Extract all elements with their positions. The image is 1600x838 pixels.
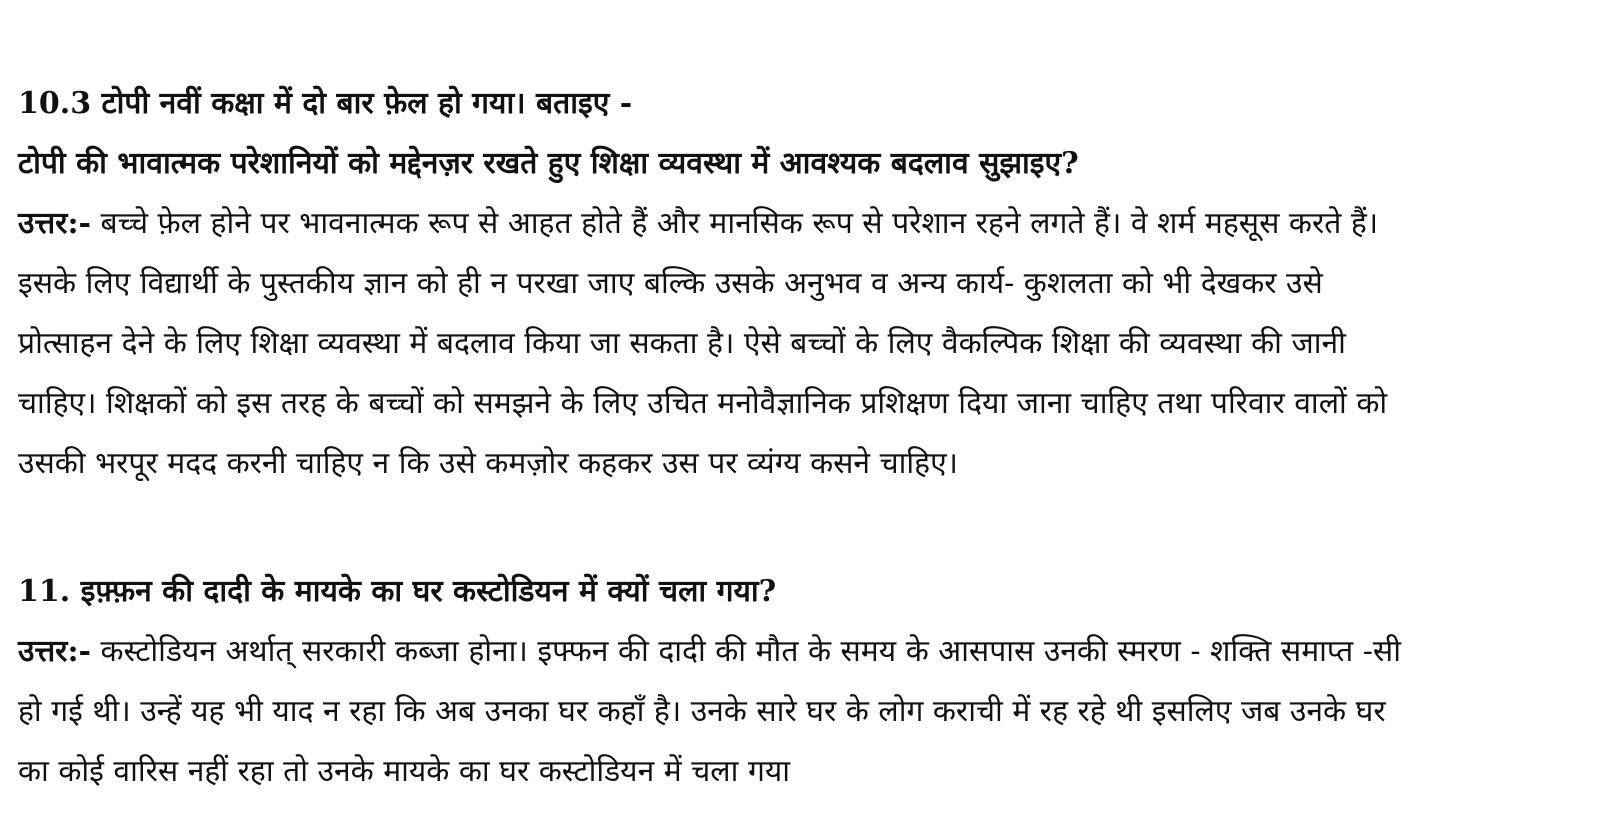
question-heading-line: 10.3 टोपी नवीं कक्षा में दो बार फ़ेल हो गया। बताइए - (18, 86, 633, 121)
answer-label: उत्तर:- (18, 206, 91, 241)
answer-line: हो गई थी। उन्हें यह भी याद न रहा कि अब उनका घर कहाँ है। उनके सारे घर के लोग कराची में रह रहे थी इसलिए जब उनके घर (18, 694, 1386, 729)
answer-line: इसके लिए विद्यार्थी के पुस्तकीय ज्ञान को ही न परखा जाए बल्कि उसके अनुभव व अन्य कार्य- कुशलता को भी देखकर उसे (18, 266, 1323, 301)
question-text-line: टोपी की भावात्मक परेशानियों को मद्देनज़र रखते हुए शिक्षा व्यवस्था में आवश्यक बदलाव सुझाइए? (18, 146, 1079, 181)
question-block-10-3 (18, 74, 1560, 494)
answer-line: का कोई वारिस नहीं रहा तो उनके मायके का घर कस्टोडियन में चला गया (18, 754, 790, 789)
answer-line (18, 622, 1560, 682)
answer-line: प्रोत्साहन देने के लिए शिक्षा व्यवस्था में बदलाव किया जा सकता है। ऐसे बच्चों के लिए वैकल्पिक शिक्षा की व्यवस्था की जानी (18, 326, 1346, 361)
answer-text: कस्टोडियन अर्थात् सरकारी कब्जा होना। इफ्फन की दादी की मौत के समय के आसपास उनकी स्मरण - शक्ति समाप्त -सी (90, 634, 1401, 669)
question-heading-line: 11. इफ़्फ़न की दादी के मायके का घर कस्टोडियन में क्यों चला गया? (18, 574, 777, 609)
answer-line: चाहिए। शिक्षकों को इस तरह के बच्चों को समझने के लिए उचित मनोवैज्ञानिक प्रशिक्षण दिया जाना चाहिए तथा परिवार वालों को (18, 386, 1388, 421)
question-block-11 (18, 562, 1560, 802)
answer-text: बच्चे फ़ेल होने पर भावनात्मक रूप से आहत होते हैं और मानसिक रूप से परेशान रहने लगते हैं। वे शर्म महसूस करते हैं। (90, 206, 1379, 241)
answer-label: उत्तर:- (18, 634, 91, 669)
answer-line: उसकी भरपूर मदद करनी चाहिए न कि उसे कमज़ोर कहकर उस पर व्यंग्य कसने चाहिए। (18, 446, 959, 481)
answer-line (18, 194, 1560, 254)
